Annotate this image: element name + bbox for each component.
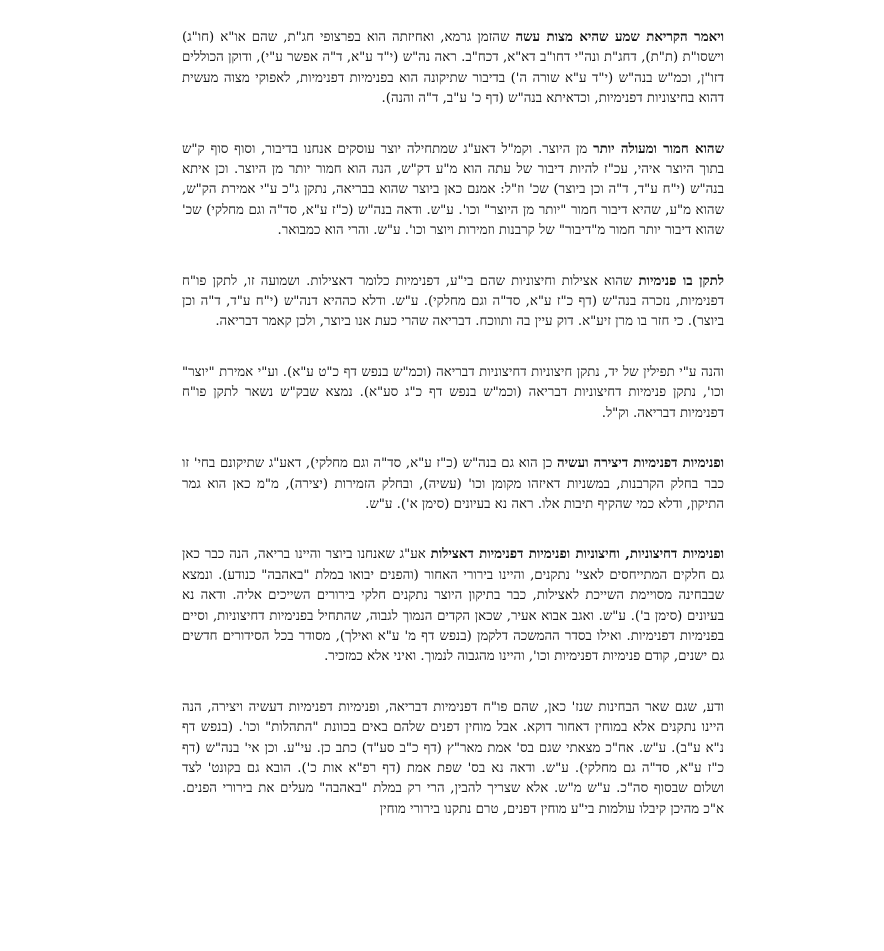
paragraph-text: אע"ג שאנחנו ביוצר והיינו בריאה, הנה כבר כאן גם חלקים המתייחסים לאצי' נתקנים, והיינו בירורי האחור (והפנים יבואו במלת "באהבה" כנודע). ונמצא שבבחינה מסויימת השייכת לאצילות, כבר בתיקון היוצר נתקנים חלקי בירורים השייכים אליה. ודאה נא בעיונים (סימן ב'). ע"ש. ואגב אבוא אעיר, שכאן הקדים הנמוך לגבוה, שהתחיל בפנימיות דחיצוניות, וסיים בפנימיות דפנימיות. ואילו בסדר ההמשכה דלקמן (בנפש דף מ' ע"א ואילך), מסודר בכל הסידורים חדשים גם ישנים, קודם פנימיות דפנימיות וכו', והיינו מהגבוה לנמוך. ואיני אלא כמזכיר. (182, 547, 724, 665)
paragraph-5 (182, 454, 724, 515)
paragraph-heading: לתקן בו פנימיות (638, 273, 724, 289)
paragraph-3 (182, 272, 724, 333)
paragraph-text: כן הוא גם בנה"ש (כ"ז ע"א, סד"ה וגם מחלקי), דאע"ג שתיקונם בחי' זו כבר בחלק הקרבנות, במשניות דאיזהו מקומן וכו' (עשיה), ובחלק הזמירות (יצירה), מ"מ כאן הוא גמר התיקון, ודלא כמי שהקיף תיבות אלו. ראה נא בעיונים (סימן א'). ע"ש. (182, 456, 724, 512)
paragraph-heading: ויאמר הקריאת שמע שהיא מצות עשה (515, 30, 724, 45)
paragraph-heading: ופנימיות דחיצוניות, וחיצוניות ופנימיות דפנימיות דאצילות (430, 547, 724, 563)
paragraph-6 (182, 545, 724, 667)
paragraph-text: ודע, שגם שאר הבחינות שנז' כאן, שהם פו"ח דפנימיות דבריאה, ופנימיות דפנימיות דעשיה ויצירה, הנה היינו נתקנים אלא במוחין דאחור דוקא. אבל מוחין דפנים שלהם באים בכוונת "התהלות" וכו'. (בנפש דף נ"א ע"ב). ע"ש. אח"כ מצאתי שגם בס' אמת מאר"ץ (דף כ"ב סע"ד) כתב כן. עי"ע. וכן אי' בנה"ש (דף כ"ז ע"א, סד"ה גם מחלקי). ע"ש. ודאה נא בס' שפת אמת (דף רפ"א אות כ'). הובא גם בקונט' לצד ושלום שבסוף סה"כ. ע"ש מ"ש. אלא שצריך להבין, הרי רק במלת "באהבה" מעלים את בירורי הפנים. א"כ מהיכן קיבלו עולמות בי"ע מוחין דפנים, טרם נתקנו בירורי מוחין (182, 699, 724, 817)
paragraph-4 (182, 363, 724, 424)
paragraph-text: מן היוצר. וקמ"ל דאע"ג שמתחילה יוצר עוסקים אנחנו בדיבור, וסוף סוף ק"ש בתוך היוצר איהי, עכ"ז להיות דיבור של עתה הוא מ"ע דק"ש, הנה הוא חמור יותר מן היוצר. וכן איתא בנה"ש (י"ח ע"ד, ד"ה וכן ביוצר) שכ' וז"ל: אמנם כאן ביוצר שהוא בבריאה, נתקן ג"כ ע"י אמירת הק"ש, שהוא מ"ע, שהיא דיבור חמור "יותר מן היוצר" וכו'. ע"ש. ודאה בנה"ש (כ"ז ע"א, סד"ה וגם מחלקי) שכ' שהוא דיבור יותר חמור מ"דיבור" של קרבנות וזמירות ויוצר וכו'. ע"ש. והרי הוא כמבואר. (182, 141, 724, 239)
paragraph-text: והנה ע"י תפילין של יד, נתקן חיצוניות דחיצוניות דבריאה (וכמ"ש בנפש דף כ"ט ע"א). וע"י אמירת "יוצר" וכו', נתקן פנימיות דחיצוניות דבריאה (וכמ"ש בנפש דף כ"ג סע"א). נמצא שבק"ש נשאר לתקן פו"ח דפנימיות דבריאה. וק"ל. (182, 364, 724, 421)
paragraph-7 (182, 698, 724, 820)
paragraph-heading: שהוא חמור ומעולה יותר (593, 141, 724, 157)
paragraph-1 (182, 28, 724, 110)
paragraph-text: שהזמן גרמא, ואחיזתה הוא בפרצופי חג"ת, שהם או"א (חו"ג) וישסו"ת (ת"ת), דחג"ת ונה"י דחו"ב דא"א, דכח"ב. ראה נה"ש (י"ד ע"א, ד"ה אפשר ע"י), ודוקן הכוללים דזו"ן, וכמ"ש בנה"ש (י"ד ע"א שורה ה') בדיבור שתיקונה הוא בפנימיות דפנימיות, לאפוקי מצוה מעשית דהוא בחיצוניות דפנימיות, וכדאיתא בנה"ש (דף כ' ע"ב, ד"ה והנה). (182, 30, 724, 107)
paragraph-text: שהוא אצילות וחיצוניות שהם בי"ע, דפנימיות כלומר דאצילות. ושמועה זו, לתקן פו"ח דפנימיות, נזכרה בנה"ש (דף כ"ז ע"א, סד"ה וגם מחלקי). ע"ש. ודלא כההיא דנה"ש (י"ח ע"ד, ד"ה וכן ביוצר). כי חזר בו מרן זיע"א. דוק עיין בה ותווכח. דבריאה שהרי כעת אנו ביוצר, ולכן קאמר דבריאה. (182, 273, 724, 330)
paragraph-2 (182, 140, 724, 242)
paragraph-heading: ופנימיות דפנימיות דיצירה ועשיה (557, 456, 724, 472)
